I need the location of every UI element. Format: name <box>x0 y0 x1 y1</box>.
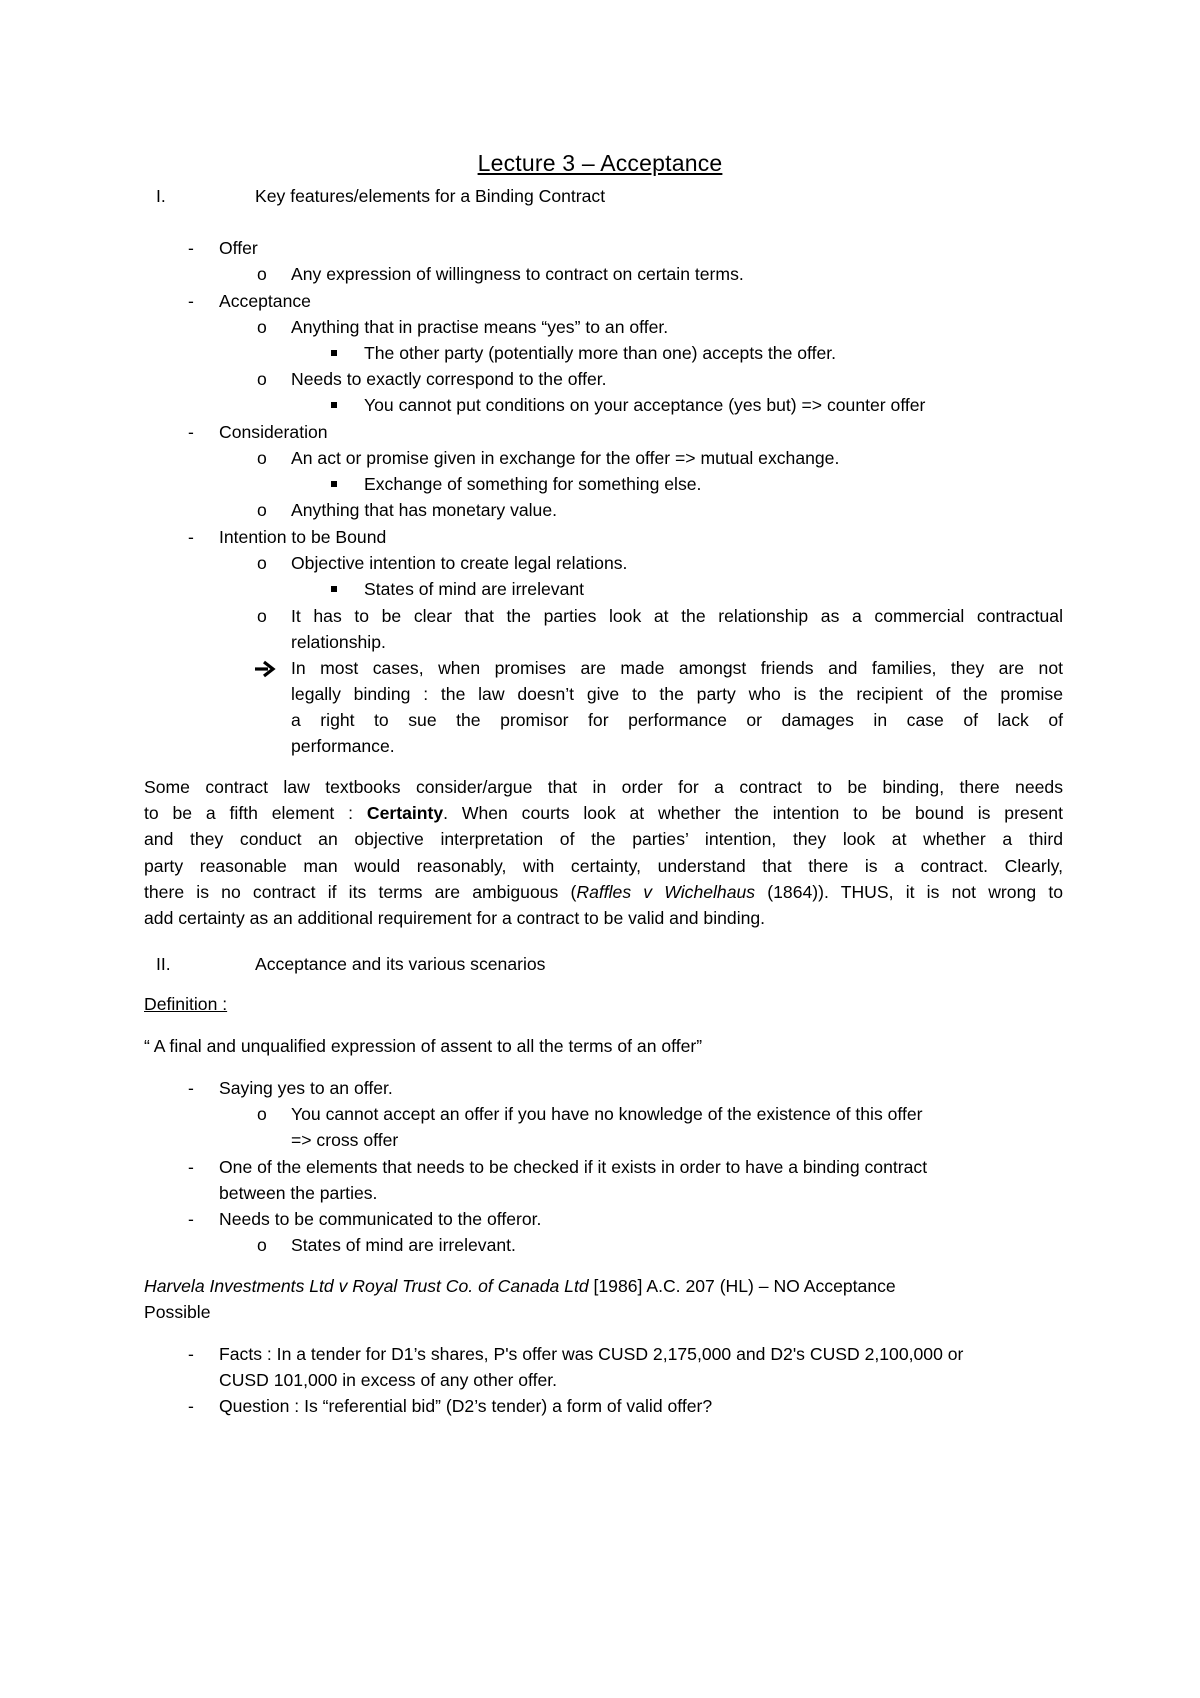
section-2-numeral: II. <box>156 954 171 974</box>
section-2-heading: Acceptance and its various scenarios <box>255 954 546 974</box>
item-intention: Intention to be Bound <box>219 527 387 547</box>
definition-quote: “ A final and unqualified expression of assent to all the terms of an offer” <box>144 1036 703 1056</box>
section-1-heading: Key features/elements for a Binding Contract <box>255 186 606 206</box>
saying-yes-sub1-line2: => cross offer <box>291 1130 399 1150</box>
acceptance-sub1-bullet: The other party (potentially more than one) accepts the offer. <box>364 343 837 363</box>
intention-sub2-line2: relationship. <box>291 632 386 652</box>
arrow-right-icon <box>253 660 277 678</box>
case-question: Question : Is “referential bid” (D2’s tender) a form of valid offer? <box>219 1396 713 1416</box>
item-communicated: Needs to be communicated to the offeror. <box>219 1209 542 1229</box>
dash-bullet: - <box>188 1209 194 1229</box>
circle-bullet: o <box>257 369 267 389</box>
consideration-sub1: An act or promise given in exchange for the offer => mutual exchange. <box>291 448 840 468</box>
paragraph-line2: to be a fifth element : Certainty. When courts look at whether the intention to be bound is present <box>144 803 1063 823</box>
intention-sub1: Objective intention to create legal relations. <box>291 553 628 573</box>
circle-bullet: o <box>257 264 267 284</box>
dash-bullet: - <box>188 1344 194 1364</box>
circle-bullet: o <box>257 1235 267 1255</box>
dash-bullet: - <box>188 238 194 258</box>
circle-bullet: o <box>257 1104 267 1124</box>
acceptance-sub2: Needs to exactly correspond to the offer. <box>291 369 607 389</box>
case-facts-line1: Facts : In a tender for D1’s shares, P's offer was CUSD 2,175,000 and D2's CUSD 2,100,000 or <box>219 1344 964 1364</box>
case-title: Harvela Investments Ltd v Royal Trust Co. of Canada Ltd <box>144 1276 589 1296</box>
definition-label: Definition : <box>144 994 228 1014</box>
item-elements-line1: One of the elements that needs to be checked if it exists in order to have a binding contract <box>219 1157 928 1177</box>
consideration-sub1-bullet: Exchange of something for something else. <box>364 474 702 494</box>
dash-bullet: - <box>188 1157 194 1177</box>
case-facts-line2: CUSD 101,000 in excess of any other offer. <box>219 1370 558 1390</box>
communicated-sub1: States of mind are irrelevant. <box>291 1235 516 1255</box>
circle-bullet: o <box>257 317 267 337</box>
square-bullet-icon <box>331 481 337 487</box>
square-bullet-icon <box>331 350 337 356</box>
saying-yes-sub1-line1: You cannot accept an offer if you have no knowledge of the existence of this offer <box>291 1104 923 1124</box>
paragraph-line3: and they conduct an objective interpretation of the parties’ intention, they look at whether a third <box>144 829 1063 849</box>
square-bullet-icon <box>331 402 337 408</box>
page-title: Lecture 3 – Acceptance <box>477 150 723 176</box>
intention-sub1-bullet: States of mind are irrelevant <box>364 579 585 599</box>
case-name: Raffles v Wichelhaus <box>576 882 756 902</box>
circle-bullet: o <box>257 606 267 626</box>
circle-bullet: o <box>257 448 267 468</box>
dash-bullet: - <box>188 527 194 547</box>
paragraph-line1: Some contract law textbooks consider/argue that in order for a contract to be binding, there needs <box>144 777 1063 797</box>
dash-bullet: - <box>188 291 194 311</box>
paragraph-line5: there is no contract if its terms are ambiguous (Raffles v Wichelhaus (1864)). THUS, it is not wrong to <box>144 882 1063 902</box>
section-1-numeral: I. <box>156 186 166 206</box>
item-saying-yes: Saying yes to an offer. <box>219 1078 393 1098</box>
square-bullet-icon <box>331 586 337 592</box>
dash-bullet: - <box>188 1396 194 1416</box>
paragraph-line6: add certainty as an additional requirement for a contract to be valid and binding. <box>144 908 766 928</box>
acceptance-sub2-bullet: You cannot put conditions on your acceptance (yes but) => counter offer <box>364 395 926 415</box>
circle-bullet: o <box>257 500 267 520</box>
consideration-sub2: Anything that has monetary value. <box>291 500 558 520</box>
paragraph-line4: party reasonable man would reasonably, with certainty, understand that there is a contract. Clearly, <box>144 856 1063 876</box>
intention-arrow-line4: performance. <box>291 736 395 756</box>
circle-bullet: o <box>257 553 267 573</box>
item-elements-line2: between the parties. <box>219 1183 378 1203</box>
intention-arrow-line3: a right to sue the promisor for performance or damages in case of lack of <box>291 710 1063 730</box>
case-heading-line1: Harvela Investments Ltd v Royal Trust Co. of Canada Ltd [1986] A.C. 207 (HL) – NO Acceptance <box>144 1276 896 1296</box>
dash-bullet: - <box>188 1078 194 1098</box>
intention-arrow-line2: legally binding : the law doesn’t give to the party who is the recipient of the promise <box>291 684 1063 704</box>
dash-bullet: - <box>188 422 194 442</box>
acceptance-sub1: Anything that in practise means “yes” to an offer. <box>291 317 669 337</box>
intention-arrow-line1: In most cases, when promises are made amongst friends and families, they are not <box>291 658 1063 678</box>
intention-sub2-line1: It has to be clear that the parties look at the relationship as a commercial contractual <box>291 606 1063 626</box>
item-acceptance: Acceptance <box>219 291 311 311</box>
offer-sub1: Any expression of willingness to contract on certain terms. <box>291 264 744 284</box>
item-consideration: Consideration <box>219 422 328 442</box>
case-heading-line2: Possible <box>144 1302 211 1322</box>
item-offer: Offer <box>219 238 258 258</box>
